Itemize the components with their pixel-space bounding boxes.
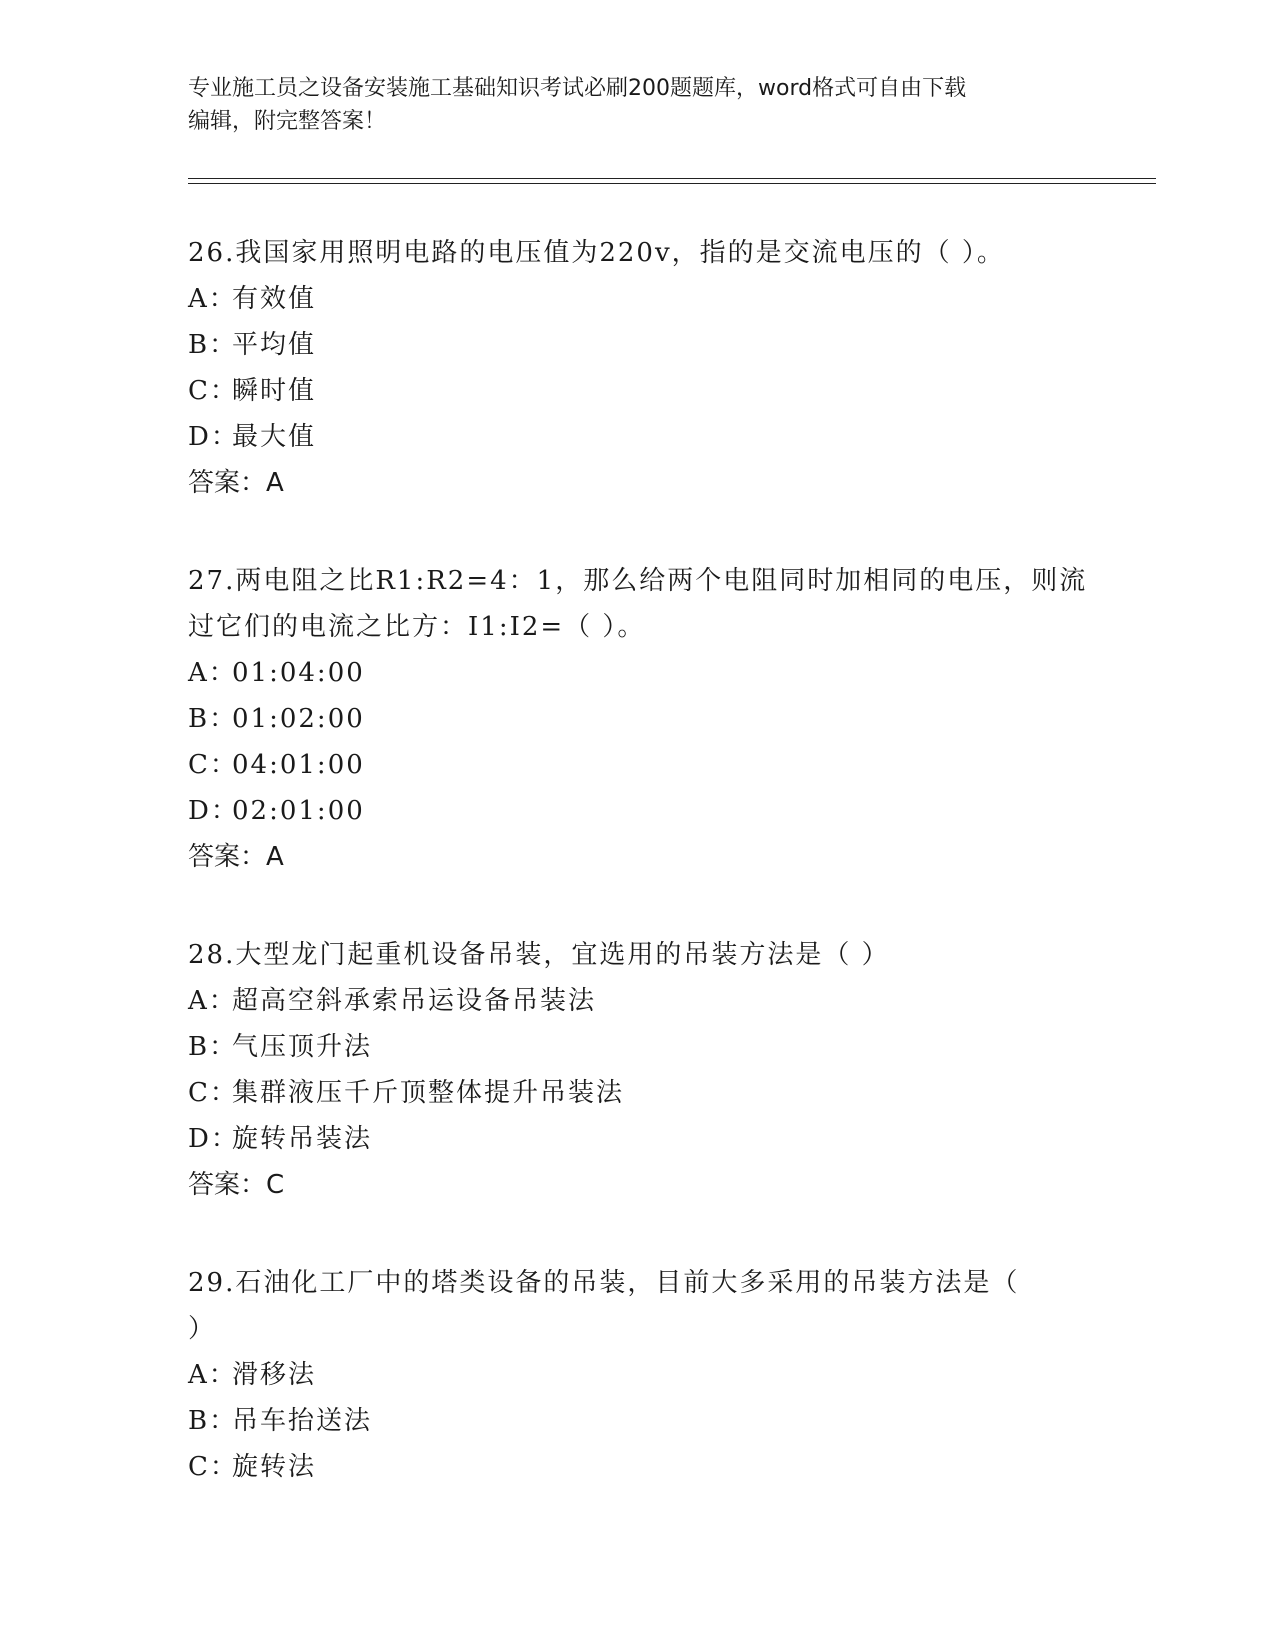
option-letter: B： [188, 704, 238, 734]
option-text: 旋转吊装法 [232, 1124, 373, 1154]
option-text: 最大值 [232, 422, 317, 452]
question-stem-line: 28.大型龙门起重机设备吊装，宜选用的吊装方法是（ ） [188, 940, 890, 970]
answer-option [188, 1444, 1088, 1490]
question-block [188, 558, 1088, 880]
question-stem-line: 26.我国家用照明电路的电压值为220v，指的是交流电压的（ ）。 [188, 238, 1005, 268]
option-letter: C： [188, 376, 238, 406]
option-text: 平均值 [232, 330, 317, 360]
option-text: 旋转法 [232, 1452, 317, 1482]
header-line-2: 编辑，附完整答案！ [188, 109, 387, 134]
option-text: 滑移法 [232, 1360, 317, 1390]
answer-option [188, 650, 1088, 696]
option-letter: B： [188, 1406, 238, 1436]
answer-option [188, 696, 1088, 742]
option-letter: B： [188, 330, 238, 360]
header-divider-top [188, 178, 1156, 179]
question-stem-line: 过它们的电流之比方：I1:I2=（ ）。 [188, 612, 646, 642]
option-letter: D： [188, 422, 239, 452]
option-text: 04:01:00 [232, 750, 365, 780]
answer-key: 答案：A [188, 468, 284, 498]
option-letter: A： [188, 986, 237, 1016]
answer-option [188, 368, 1088, 414]
answer-key: 答案：A [188, 842, 284, 872]
answer-option [188, 1070, 1088, 1116]
answer-option [188, 1398, 1088, 1444]
option-letter: C： [188, 1078, 238, 1108]
option-text: 有效值 [232, 284, 317, 314]
option-letter: B： [188, 1032, 238, 1062]
question-stem-line: 27.两电阻之比R1:R2=4：1，那么给两个电阻同时加相同的电压，则流 [188, 566, 1088, 596]
question-block [188, 1260, 1088, 1490]
answer-option [188, 322, 1088, 368]
option-letter: C： [188, 750, 238, 780]
option-text: 01:04:00 [232, 658, 365, 688]
question-block [188, 230, 1088, 506]
answer-option [188, 1352, 1088, 1398]
option-letter: D： [188, 1124, 239, 1154]
option-text: 集群液压千斤顶整体提升吊装法 [232, 1078, 625, 1108]
option-text: 超高空斜承索吊运设备吊装法 [232, 986, 597, 1016]
option-text: 瞬时值 [232, 376, 317, 406]
header-divider-bottom [188, 183, 1156, 184]
header-line-1: 专业施工员之设备安装施工基础知识考试必刷200题题库，word格式可自由下载 [188, 76, 967, 101]
answer-option [188, 414, 1088, 460]
answer-key: 答案：C [188, 1170, 285, 1200]
question-block [188, 932, 1088, 1208]
option-text: 气压顶升法 [232, 1032, 373, 1062]
answer-option [188, 1024, 1088, 1070]
answer-option [188, 978, 1088, 1024]
answer-option [188, 788, 1088, 834]
question-list [188, 230, 1088, 1542]
answer-option [188, 742, 1088, 788]
question-stem-line: ） [188, 1314, 217, 1344]
document-header [188, 72, 1088, 138]
answer-option [188, 1116, 1088, 1162]
option-letter: D： [188, 796, 239, 826]
option-letter: A： [188, 284, 237, 314]
option-letter: C： [188, 1452, 238, 1482]
option-text: 01:02:00 [232, 704, 365, 734]
answer-option [188, 276, 1088, 322]
option-text: 02:01:00 [232, 796, 365, 826]
option-letter: A： [188, 1360, 237, 1390]
question-stem-line: 29.石油化工厂中的塔类设备的吊装，目前大多采用的吊装方法是（ [188, 1268, 1020, 1298]
option-letter: A： [188, 658, 237, 688]
option-text: 吊车抬送法 [232, 1406, 373, 1436]
